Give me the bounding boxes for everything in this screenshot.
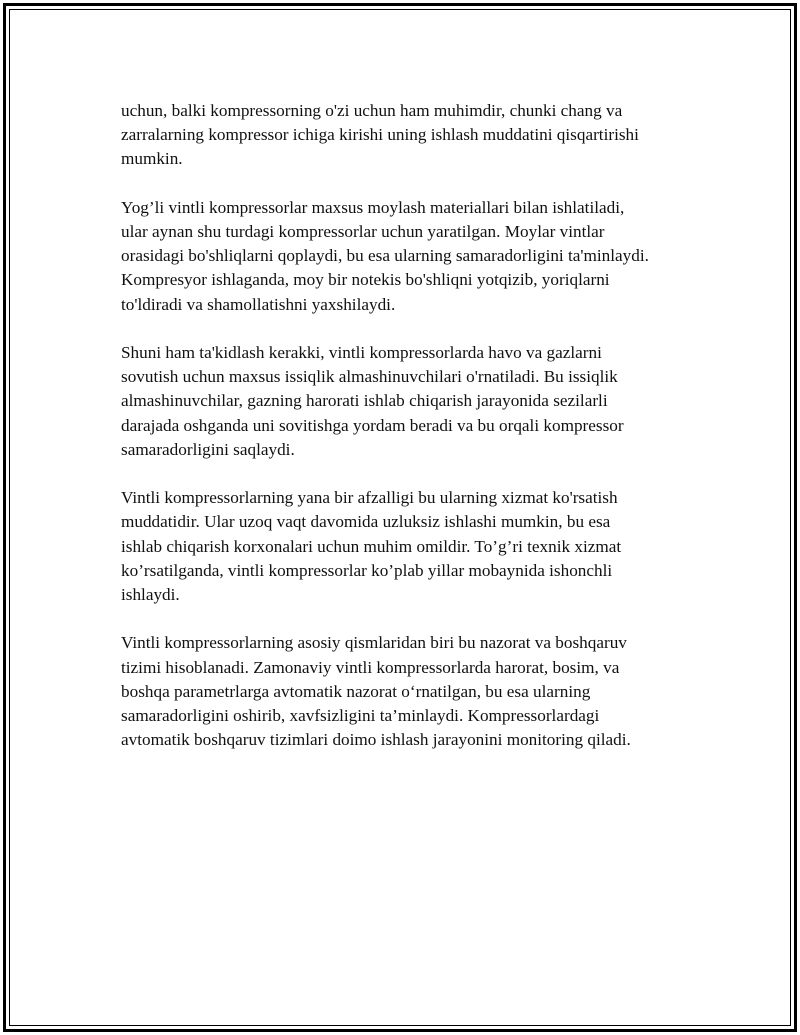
text-line: orasidagi bo'shliqlarni qoplaydi, bu esa ularning samaradorligini ta'minlaydi.	[121, 246, 649, 266]
text-line: Kompresyor ishlaganda, moy bir notekis bo'shliqni yotqizib, yoriqlarni	[121, 270, 610, 290]
text-line: Vintli kompressorlarning yana bir afzalligi bu ularning xizmat ko'rsatish	[121, 488, 618, 508]
text-line: samaradorligini oshirib, xavfsizligini ta’minlaydi. Kompressorlardagi	[121, 706, 600, 726]
text-line: uchun, balki kompressorning o'zi uchun ham muhimdir, chunki chang va	[121, 101, 623, 120]
text-line: sovutish uchun maxsus issiqlik almashinuvchilari o'rnatiladi. Bu issiqlik	[121, 367, 618, 387]
text-line: Vintli kompressorlarning asosiy qismlaridan biri bu nazorat va boshqaruv	[121, 633, 627, 653]
text-line: ishlab chiqarish korxonalari uchun muhim omildir. To’g’ri texnik xizmat	[121, 536, 622, 556]
text-line: Yog’li vintli kompressorlar maxsus moylash materiallari bilan ishlatiladi,	[121, 197, 625, 217]
paragraph-5	[121, 631, 701, 752]
paragraph-3	[121, 341, 701, 462]
text-line: samaradorligini saqlaydi.	[121, 439, 295, 459]
paragraph-2	[121, 196, 701, 317]
page-frame	[3, 3, 797, 1032]
text-line: tizimi hisoblanadi. Zamonaviy vintli kompressorlarda harorat, bosim, va	[121, 657, 620, 677]
text-line: boshqa parametrlarga avtomatik nazorat o‘rnatilgan, bu esa ularning	[121, 681, 591, 701]
paragraph-1	[121, 99, 701, 172]
text-line: zarralarning kompressor ichiga kirishi uning ishlash muddatini qisqartirishi	[121, 125, 639, 145]
text-line: darajada oshganda uni sovitishga yordam beradi va bu orqali kompressor	[121, 415, 624, 435]
text-line: to'ldiradi va shamollatishni yaxshilaydi.	[121, 294, 396, 314]
text-line: ko’rsatilganda, vintli kompressorlar ko’plab yillar mobaynida ishonchli	[121, 560, 613, 580]
text-line: muddatidir. Ular uzoq vaqt davomida uzluksiz ishlashi mumkin, bu esa	[121, 512, 611, 532]
text-line: ishlaydi.	[121, 585, 180, 605]
text-line: Shuni ham ta'kidlash kerakki, vintli kompressorlarda havo va gazlarni	[121, 343, 602, 362]
text-line: mumkin.	[121, 149, 183, 169]
paragraph-4	[121, 486, 701, 607]
text-line: almashinuvchilar, gazning harorati ishlab chiqarish jarayonida sezilarli	[121, 391, 608, 411]
text-line: ular aynan shu turdagi kompressorlar uchun yaratilgan. Moylar vintlar	[121, 222, 605, 241]
document-body	[121, 99, 701, 777]
text-line: avtomatik boshqaruv tizimlari doimo ishlash jarayonini monitoring qiladi.	[121, 730, 631, 750]
